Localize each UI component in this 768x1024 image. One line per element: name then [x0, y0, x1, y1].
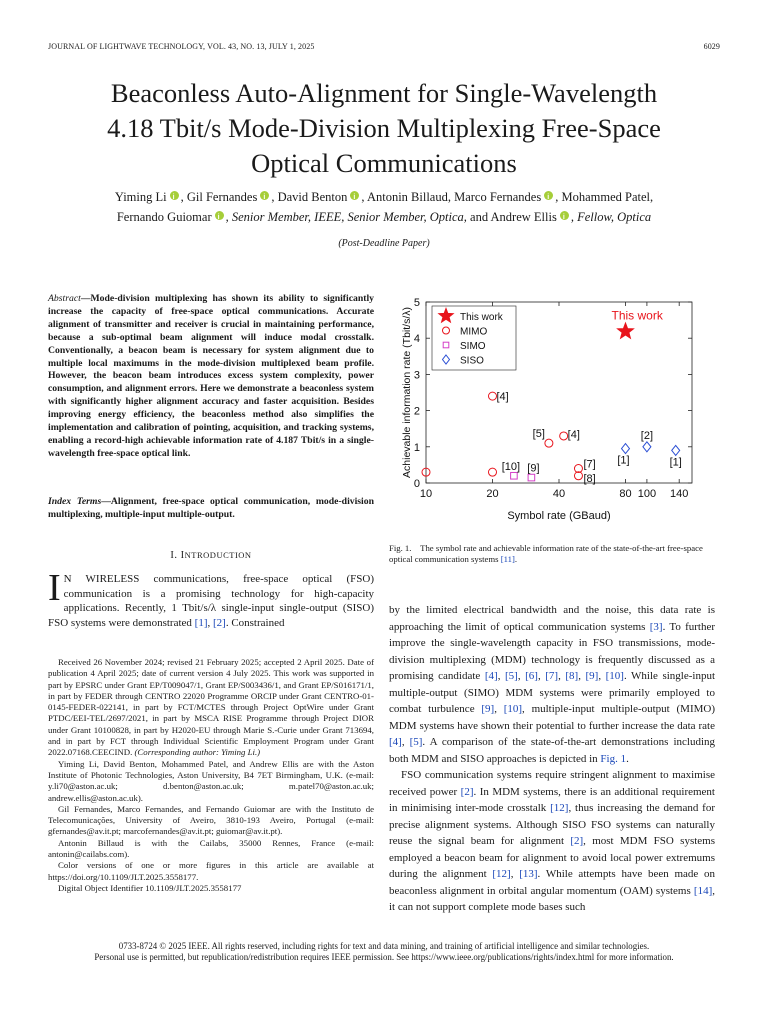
orcid-icon[interactable] — [544, 191, 553, 200]
data-label: [2] — [640, 429, 654, 442]
citation-link[interactable]: [1] — [194, 616, 208, 629]
author-name: and Andrew Ellis — [466, 210, 557, 224]
orcid-icon[interactable] — [560, 211, 569, 220]
chart-annotation: This work — [611, 308, 663, 323]
citation-link[interactable]: [2] — [570, 835, 584, 847]
footnote-received — [48, 657, 374, 759]
citation-link[interactable]: [4] — [389, 736, 402, 748]
body-text: by the limited electrical bandwidth and the noise, this data rate is approaching the limit of optical communication systems — [389, 604, 715, 633]
data-label: [1] — [617, 454, 630, 467]
caption-text: . — [514, 554, 518, 564]
body-text: . — [626, 752, 629, 765]
figure-link[interactable]: Fig. 1 — [600, 752, 627, 765]
citation-link[interactable]: [6] — [525, 670, 538, 682]
index-terms-label: Index Terms — [48, 496, 102, 507]
author-name: , Mohammed Patel, — [555, 190, 654, 204]
author-name: Fernando Guiomar — [116, 210, 212, 224]
body-text: . While single-input multiple-output (SIMO) MDM systems were primarily employed to combat turbulence — [389, 670, 716, 715]
footnote-color-versions: Color versions of one or more figures in this article are available at https://doi.org/10.1109/JLT.2025.3558177. — [48, 860, 374, 882]
citation-link[interactable]: [10] — [503, 703, 523, 715]
body-text: . Constrained — [225, 616, 285, 629]
right-column-text — [389, 602, 715, 916]
author-name: , David Benton — [271, 190, 348, 204]
body-text: , most MDM FSO systems employed a beacon beam for alignment to avoid local power extremums during the alignment — [389, 835, 715, 880]
body-text: . A comparison of the state-of-the-art demonstrations including both MDM and SISO approaches is depicted in — [389, 736, 715, 765]
body-paragraph: FSO communication systems require stringent alignment to maximise received power [2]. In MDM systems, there is an additional requirement in minimising inter-mode crosstalk [12], thus increasing the demand for precise alignment systems. Although SISO FSO systems can naturally reuse the signal beam for alignment [2], most MDM FSO systems employed a beacon beam for alignment to avoid local power extremums during the alignment [12], [13]. While attempts have been made on beaconless alignment in orbital angular momentum (OAM) systems [14], it can not support complete mode bases such — [389, 769, 716, 913]
x-tick-label: 10 — [419, 488, 433, 500]
author-affiliation-role: , Fellow, Optica — [570, 210, 652, 224]
caption-label: Fig. 1. — [389, 543, 412, 553]
footnote-doi: Digital Object Identifier 10.1109/JLT.2025.3558177 — [58, 882, 242, 893]
data-label: [10] — [501, 460, 521, 473]
body-text: , multiple-input multiple-output (MIMO) MDM systems have shown their potential to further increase the data rate — [389, 703, 715, 732]
data-point-this-work — [618, 323, 634, 338]
body-text: . While attempts have been made on beaconless alignment in orbital angular momentum (OAM) systems — [389, 868, 716, 897]
citation-link[interactable]: [4] — [484, 670, 498, 682]
x-tick-label: 140 — [670, 488, 689, 500]
citation-link[interactable]: [12] — [550, 802, 569, 814]
legend-label: This work — [460, 312, 503, 323]
data-point-simo — [528, 474, 535, 481]
data-label: [7] — [583, 458, 596, 471]
orcid-icon[interactable] — [260, 191, 269, 200]
body-text: FSO communication systems require stringent alignment to maximise received power — [389, 769, 715, 798]
corresponding-author: (Corresponding author: Yiming Li.) — [134, 747, 261, 758]
data-point-mimo — [560, 432, 568, 440]
paper-title — [0, 76, 768, 181]
intro-paragraph — [48, 567, 374, 630]
body-text: , thus increasing the demand for precise alignment systems. Although SISO FSO systems can naturally reuse the signal beam for alignment — [389, 802, 715, 847]
citation-link[interactable]: [8] — [565, 670, 579, 682]
data-label: [5] — [532, 428, 545, 441]
citation-link[interactable]: [2] — [460, 785, 474, 798]
footnote-affiliation: Antonin Billaud is with the Cailabs, 35000 Rennes, France (e-mail: antonin@cailabs.com). — [48, 837, 374, 860]
y-tick-label: 0 — [413, 478, 420, 490]
y-tick-label: 4 — [413, 333, 420, 346]
y-tick-label: 3 — [413, 369, 420, 382]
data-label: [4] — [496, 391, 509, 404]
paper-type: (Post-Deadline Paper) — [338, 238, 430, 249]
legend-label: SISO — [460, 355, 484, 367]
y-tick-label: 5 — [413, 297, 420, 309]
copyright-footer — [0, 941, 768, 963]
citation-link[interactable]: [2] — [212, 616, 226, 629]
citation-link[interactable]: [5] — [409, 736, 423, 748]
figure-1 — [392, 290, 718, 540]
orcid-icon[interactable] — [350, 191, 359, 200]
footnote-affiliation: Yiming Li, David Benton, Mohammed Patel, and Andrew Ellis are with the Aston Institute of Photonic Technologies, Aston University, B4 7ET Birmingham, U.K. (e-mail: y.li70@aston.ac.uk; d.benton@aston.ac.uk; m.patel70@aston.ac.uk; andrew.ellis@aston.ac.uk). — [48, 758, 374, 803]
abstract — [48, 293, 374, 461]
footnote-affiliation: Gil Fernandes, Marco Fernandes, and Fernando Guiomar are with the Instituto de Telecomunicações, University of Aveiro, 3810-193 Aveiro, Portugal (e-mail: gfernandes@av.it.pt; marcofernandes@av.it.pt; guiomar@av.it.pt). — [48, 803, 374, 837]
data-label: [9] — [527, 462, 540, 475]
citation-link[interactable]: [3] — [649, 620, 663, 633]
figure-caption — [389, 543, 715, 565]
x-axis-label: Symbol rate (GBaud) — [507, 510, 611, 522]
section-heading-initial: I — [180, 550, 185, 561]
data-point-mimo — [545, 439, 553, 447]
index-terms — [48, 495, 374, 521]
author-name: , Antonin Billaud, Marco Fernandes — [361, 190, 542, 204]
citation-link[interactable]: [5] — [504, 670, 518, 682]
body-paragraph: by the limited electrical bandwidth and the noise, this data rate is approaching the limit of optical communication systems [3]. To further improve the single-wavelength capacity in FSO transmissions, mode-division multiplexing (MDM) technology is frequently discussed as a promising candidate [4], [5], [6], [7], [8], [9], [10]. While single-input multiple-output (SIMO) MDM systems were primarily employed to combat turbulence [9], [10], multiple-input multiple-output (MIMO) MDM systems have shown their potential to further increase the data rate [4], [5]. A comparison of the state-of-the-art demonstrations including both MDM and SISO approaches is depicted in Fig. 1. — [389, 604, 716, 765]
body-text: , — [207, 616, 213, 629]
data-point-siso — [643, 442, 651, 452]
author-name: , Gil Fernandes — [180, 190, 258, 204]
data-point-simo — [511, 472, 518, 479]
body-text: . In MDM systems, there is an additional requirement in minimising inter-mode crosstalk — [389, 785, 715, 814]
citation-link[interactable]: [9] — [585, 670, 599, 682]
scatter-chart — [392, 290, 718, 540]
legend-label: MIMO — [460, 326, 488, 338]
author-affiliation-role: , Senior Member, IEEE, Senior Member, Optica, — [225, 210, 467, 224]
author-list — [40, 187, 728, 227]
data-label: [1] — [669, 456, 682, 469]
citation-link[interactable]: [14] — [693, 884, 713, 897]
author-name: Yiming Li — [114, 190, 167, 204]
drop-cap: I — [48, 567, 61, 609]
x-tick-label: 100 — [637, 488, 657, 500]
abstract-text: —Mode-division multiplexing has shown its ability to significantly increase the capacity of free-space optical communications. Accurate alignment of transmitter and receiver is crucial in maintaining performance, because a sub-optimal beam alignment will induce modal crosstalk. Conventionally, a beacon beam is necessary for system alignment due to multiple local maximums in the mode-division multiplexed beam profile. However, the beacon beam introduces excess system complexity, power consumption, and alignment errors. Here we demonstrate a beaconless system with significantly higher alignment accuracy and faster acquisition. Besides improving energy efficiency, the beaconless method also simplifies the implementation and calibration of pointing, acquisition, and tracking systems, enabling a record-high achievable information rate of 4.187 Tbit/s in a single-wavelength free-space optical link. — [48, 293, 374, 459]
citation-link[interactable]: [13] — [519, 868, 538, 880]
footnotes — [48, 657, 374, 894]
caption-text: The symbol rate and achievable information rate of the state-of-the-art free-space optical communication systems — [389, 543, 703, 564]
footnote-text: Received 26 November 2024; revised 21 February 2025; accepted 2 April 2025. Date of publication 4 April 2025; date of current version 4 July 2025. This work was supported in part by EPSRC under Grant EP/T009047/1, Grant EP/S003436/1, and Grant EP/S016171/1, in part by FEDER through CENTRO 22020 Programme ORCIP under Grant CENTRO-01-0145-FEDER-022141, in part by FCT/MCTES through Project OptWire under Grant PTDC/EEI-TEL/2697/2021, in part by MSCA RISE Programme through Project DIOR under Grant 10100828, in part by H2020-EU through Marie S.-Curie under Grant 713694, and in part by FCT through Individual Scientific Employment Program under Grant 2022.07168.CEECIND. — [48, 657, 374, 758]
legend-label: SIMO — [460, 341, 486, 352]
data-point-mimo — [489, 392, 497, 400]
chart-legend — [432, 306, 516, 370]
citation-link[interactable]: [10] — [605, 670, 624, 682]
y-tick-label: 1 — [413, 441, 420, 454]
citation-link[interactable]: [9] — [481, 703, 495, 715]
data-label: [4] — [567, 428, 580, 441]
data-point-mimo — [489, 468, 497, 476]
body-text: . To further improve the single-wavelength capacity in FSO transmissions, mode-division multiplexing (MDM) technology is frequently discussed as a promising candidate — [389, 620, 715, 682]
title-line: 4.18 Tbit/s Mode-Division Multiplexing Free-Space — [107, 113, 661, 143]
index-terms-text: —Alignment, free-space optical communication, mode-division multiplexing, multiple-input multiple-output. — [48, 496, 374, 520]
journal-header: JOURNAL OF LIGHTWAVE TECHNOLOGY, VOL. 43, NO. 13, JULY 1, 2025 — [48, 42, 315, 51]
citation-link[interactable]: [7] — [545, 670, 559, 682]
section-numeral: I. — [170, 550, 181, 561]
orcid-icon[interactable] — [215, 211, 224, 220]
data-point-siso — [622, 444, 630, 454]
title-line: Beaconless Auto-Alignment for Single-Wavelength — [110, 78, 658, 108]
x-tick-label: 40 — [552, 488, 566, 500]
section-heading-rest: NTRODUCTION — [184, 550, 252, 560]
data-point-siso — [672, 445, 680, 455]
copyright-line: 0733-8724 © 2025 IEEE. All rights reserved, including rights for text and data mining, and training of artificial intelligence and similar technologies. — [118, 941, 650, 951]
x-tick-label: 80 — [619, 488, 632, 500]
page-number: 6029 — [703, 42, 720, 51]
citation-link[interactable]: [11] — [500, 554, 515, 564]
citation-link[interactable]: [12] — [492, 868, 511, 880]
x-tick-label: 20 — [486, 488, 499, 500]
abstract-label: Abstract — [48, 293, 81, 304]
y-tick-label: 2 — [413, 405, 420, 418]
data-label: [8] — [583, 472, 596, 485]
body-text: N WIRELESS communications, free-space optical (FSO) communication is a promising technology for high-capacity applications. Recently, 1 Tbit/s/λ single-input single-output (SISO) FSO systems were demonstrated — [48, 573, 374, 629]
permission-line: Personal use is permitted, but republication/redistribution requires IEEE permission. See https://www.ieee.org/publications/rights/index.html for more information. — [94, 952, 674, 962]
y-axis-label: Achievable information rate (Tbit/s/λ) — [401, 307, 413, 478]
orcid-icon[interactable] — [170, 191, 179, 200]
section-heading — [48, 550, 374, 561]
title-line: Optical Communications — [251, 148, 517, 178]
body-text: , it can not support complete mode bases such — [389, 884, 715, 913]
